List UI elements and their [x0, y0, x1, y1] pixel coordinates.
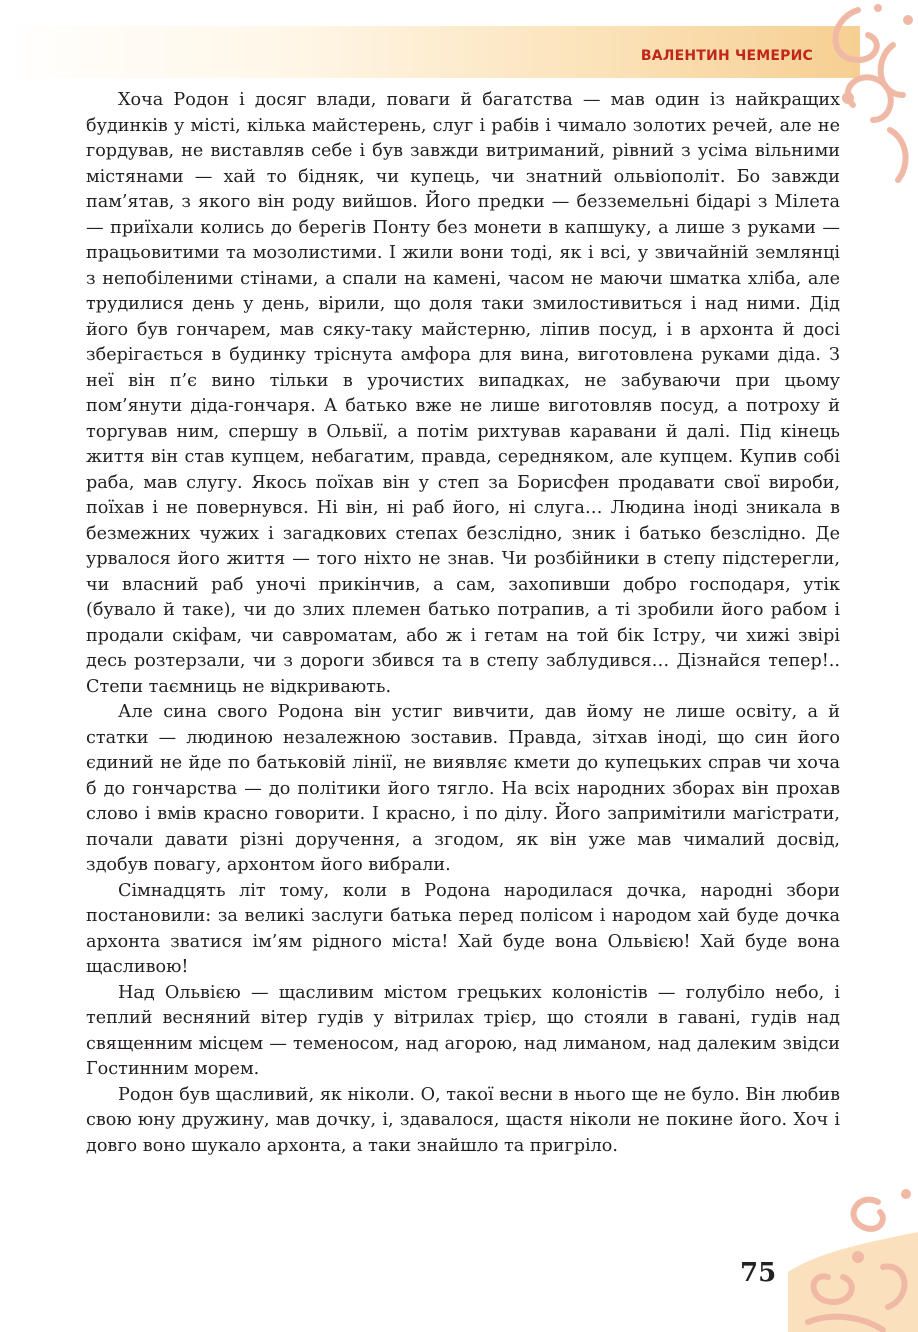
- paragraph-4: Над Ольвією — щасливим містом грецьких колоністів — голубіло небо, і теплий весняний вітер гудів у вітрилах трієр, що стояли в гавані, гудів над священним місцем — теменосом, над агорою, над лиманом, над далеким звідси Гостинним морем.: [86, 982, 840, 1079]
- running-header-author: ВАЛЕНТИН ЧЕМЕРИС: [640, 48, 813, 64]
- page-number: 75: [740, 1258, 777, 1288]
- paragraph-1: Хоча Родон і досяг влади, поваги й багатства — мав один із найкращих будинків у місті, кілька майстерень, слуг і рабів і чимало золотих речей, але не гордував, не виставляв себе і був завжди витриманий, рівний з усіма вільними містянами — хай то бідняк, чи купець, чи знатний ольвіополіт. Бо завжди пам’ятав, з якого він роду вийшов. Його предки — безземельні бідарі з Мілета — приїхали колись до берегів Понту без монети в капшуку, а лише з руками — працьовитими та мозолистими. І жили вони тоді, як і всі, у звичайній землянці з непобіленими стінами, а спали на камені, часом не маючи шматка хліба, але трудилися день у день, вірили, що доля таки змилостивиться і над ними. Дід його був гончарем, мав сяку-таку майстерню, ліпив посуд, і в архонта й досі зберігається в будинку тріснута амфора для вина, виготовлена руками діда. З неї він п’є вино тільки в урочистих випадках, не забуваючи при цьому пом’янути діда-гончаря. А батько вже не лише виготовляв посуд, а потроху й торгував ним, спершу в Ольвії, а потім рихтував каравани й далі. Під кінець життя він став купцем, небагатим, правда, середняком, але купцем. Купив собі раба, мав слугу. Якось поїхав він у степ за Борисфен продавати свої вироби, поїхав і не повернувся. Ні він, ні раб його, ні слуга… Людина іноді зникала в безмежних чужих і загадкових степах безслідно, зник і батько безслідно. Де урвалося його життя — того ніхто не знав. Чи розбійники в степу підстерегли, чи власний раб уночі прикінчив, а сам, захопивши добро господаря, утік (бувало й таке), чи до злих племен батько потрапив, а ті зробили його рабом і продали скіфам, чи савроматам, або ж і гетам на той бік Істру, чи хижі звірі десь розтерзали, чи з дороги збився та в степу заблудився… Дізнайся тепер!.. Степи таємниць не відкривають.: [86, 90, 840, 697]
- paragraph-2: Але сина свого Родона він устиг вивчити, дав йому не лише освіту, а й статки — людиною незалежною зоставив. Правда, зітхав іноді, що син його єдиний не йде по батьковій лінії, не виявляє кмети до купецьких справ чи хоча б до гончарства — до політики його тягло. На всіх народних зборах він прохав слово і вмів красно говорити. І красно, і по ділу. Його запримітили магістрати, почали давати різні доручення, а згодом, як він уже мав чималий досвід, здобув повагу, архонтом його вибрали.: [86, 702, 840, 875]
- main-text: [86, 88, 840, 1159]
- corner-ornament-bottom: [788, 1182, 918, 1332]
- paragraph-3: Сімнадцять літ тому, коли в Родона народилася дочка, народні збори постановили: за великі заслуги батька перед полісом і народом хай буде дочка архонта зватися ім’ям рідного міста! Хай буде вона Ольвією! Хай буде вона щасливою!: [86, 880, 840, 977]
- paragraph-5: Родон був щасливий, як ніколи. О, такої весни в нього ще не було. Він любив свою юну дружину, мав дочку, і, здавалося, щастя ніколи не покине його. Хоч і довго воно шукало архонта, а таки знайшло та пригріло.: [86, 1084, 840, 1156]
